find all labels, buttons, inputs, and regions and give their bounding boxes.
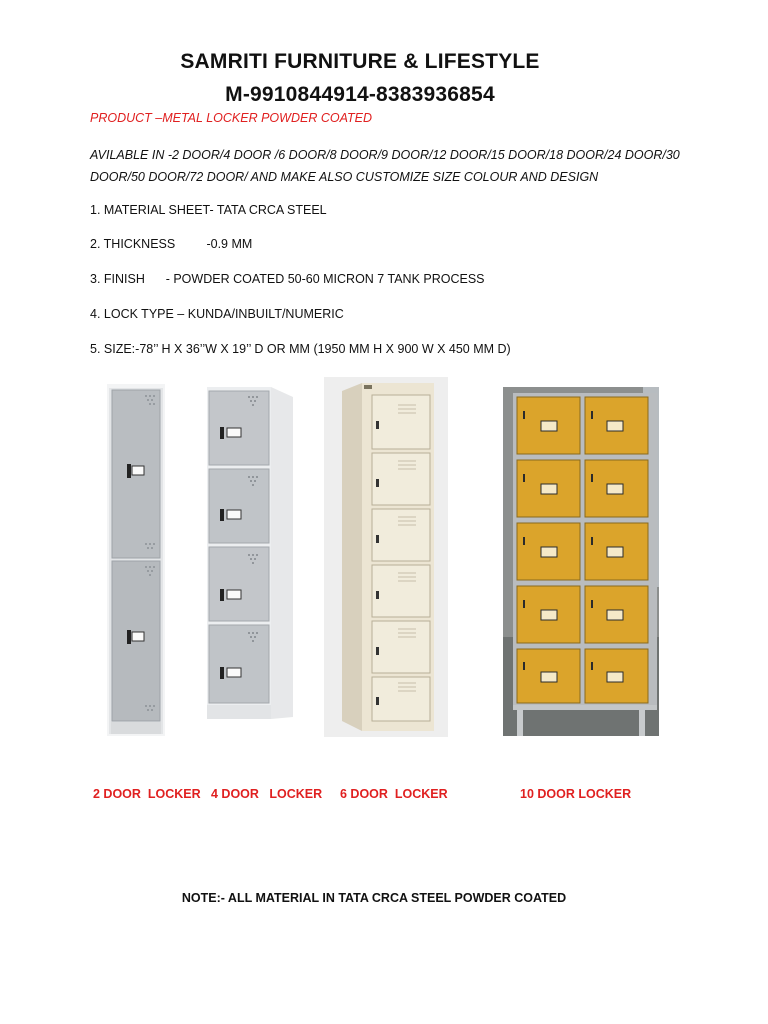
caption-6-door: 6 DOOR LOCKER: [340, 787, 448, 801]
spec-finish: 3. FINISH - POWDER COATED 50-60 MICRON 7 TANK PROCESS: [90, 272, 485, 286]
spec-thickness: 2. THICKNESS -0.9 MM: [90, 237, 253, 251]
spec-size: 5. SIZE:-78’’ H X 36’’W X 19’’ D OR MM (1950 MM H X 900 W X 450 MM D): [90, 342, 511, 356]
ten-door-locker-photo: [503, 387, 659, 736]
spec-material: 1. MATERIAL SHEET- TATA CRCA STEEL: [90, 203, 327, 217]
caption-2-door: 2 DOOR LOCKER: [93, 787, 201, 801]
spec-lock-type: 4. LOCK TYPE – KUNDA/INBUILT/NUMERIC: [90, 307, 344, 321]
material-note: NOTE:- ALL MATERIAL IN TATA CRCA STEEL POWDER COATED: [181, 891, 567, 905]
caption-10-door: 10 DOOR LOCKER: [520, 787, 632, 801]
caption-4-door: 4 DOOR LOCKER: [211, 787, 323, 801]
two-door-locker-photo: [107, 384, 165, 736]
four-door-locker-photo: [205, 385, 295, 722]
phone-number: M-9910844914-8383936854: [225, 83, 495, 106]
product-title: PRODUCT –METAL LOCKER POWDER COATED: [90, 111, 372, 125]
company-name: SAMRITI FURNITURE & LIFESTYLE: [180, 50, 540, 73]
six-door-locker-photo: [324, 377, 448, 737]
availability-text: AVILABLE IN -2 DOOR/4 DOOR /6 DOOR/8 DOOR/9 DOOR/12 DOOR/15 DOOR/18 DOOR/24 DOOR/30 DOOR/50 DOOR/72 DOOR/ AND MAKE ALSO CUSTOMIZE SIZE COLOUR AND DESIGN: [90, 148, 680, 184]
